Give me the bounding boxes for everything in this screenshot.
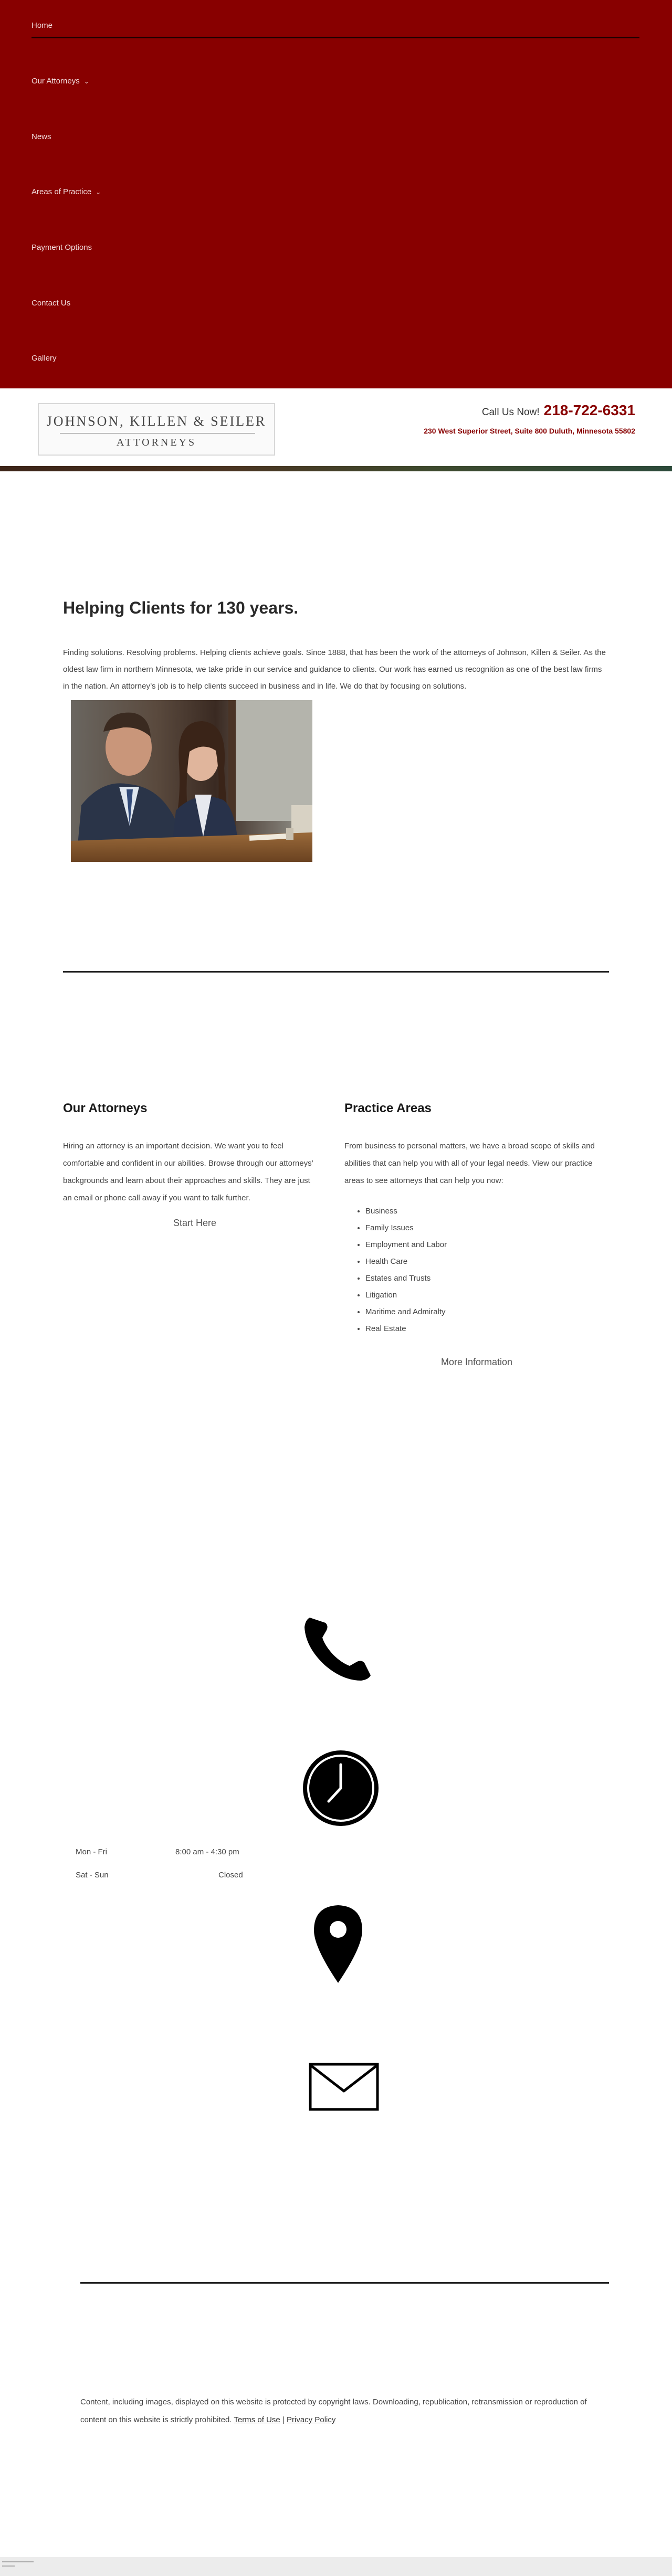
nav-item-label: Our Attorneys: [32, 77, 80, 86]
hours-time: 8:00 am - 4:30 pm: [175, 1847, 239, 1856]
nav-item-our-attorneys[interactable]: [32, 77, 89, 86]
practice-area-label: Employment and Labor: [365, 1240, 447, 1249]
nav-item-areas-of-practice[interactable]: [32, 187, 101, 196]
nav-item-gallery[interactable]: [32, 354, 57, 363]
bottom-bar-mark: [2, 2561, 34, 2562]
practice-area-label: Business: [365, 1207, 397, 1216]
logo-firm-name: JOHNSON, KILLEN & SEILER: [46, 414, 267, 429]
attorneys-title: Our Attorneys: [63, 1101, 148, 1115]
clock-icon: [301, 1749, 380, 1830]
site-header: [0, 388, 672, 469]
call-label: Call Us Now!: [481, 407, 540, 418]
list-item: [365, 1287, 447, 1304]
nav-item-label: Payment Options: [32, 243, 92, 252]
practice-areas-list: [365, 1203, 447, 1337]
list-item: [365, 1220, 447, 1237]
header-phone-link[interactable]: 218-722-6331: [543, 402, 635, 418]
chevron-down-icon: ⌄: [96, 188, 101, 196]
nav-item-label: News: [32, 132, 51, 141]
nav-item-contact-us[interactable]: [32, 299, 70, 308]
more-information-link[interactable]: More Information: [441, 1357, 513, 1367]
nav-item-label: Gallery: [32, 354, 57, 363]
nav-item-home[interactable]: [32, 21, 52, 30]
nav-active-underline: [32, 37, 639, 38]
nav-item-label: Home: [32, 21, 53, 30]
practice-area-label: Estates and Trusts: [365, 1274, 431, 1283]
attorneys-photo: [71, 700, 312, 862]
attorneys-photo-image: [71, 700, 312, 862]
hours-day: Mon - Fri: [76, 1847, 107, 1856]
call-us: [482, 402, 635, 419]
privacy-policy-link[interactable]: Privacy Policy: [287, 2415, 336, 2424]
attorneys-text: Hiring an attorney is an important decision. We want you to feel comfortable and confident in our abilities. Browse through our attorneys’ backgrounds and learn about their approaches and skills. They are just an email or phone call away if you want to talk further.: [63, 1142, 313, 1202]
chevron-down-icon: ⌄: [83, 77, 89, 85]
site-logo[interactable]: [38, 403, 275, 456]
hours-day: Sat - Sun: [76, 1871, 109, 1880]
nav-item-label: Areas of Practice: [32, 187, 92, 196]
practice-area-label: Health Care: [365, 1257, 408, 1266]
list-item: [365, 1253, 447, 1270]
intro-title: Helping Clients for 130 years.: [63, 598, 299, 617]
list-item: [365, 1237, 447, 1253]
header-address: 230 West Superior Street, Suite 800 Duluth, Minnesota 55802: [424, 427, 635, 435]
map-pin-icon[interactable]: [313, 1904, 363, 1987]
footer-divider: [80, 2282, 609, 2284]
main-navigation: [0, 0, 672, 388]
footer-separator: |: [282, 2415, 285, 2424]
start-here-link[interactable]: Start Here: [173, 1218, 217, 1228]
practice-area-label: Family Issues: [365, 1223, 414, 1232]
bottom-bar-mark: [2, 2566, 15, 2567]
logo-subtitle: ATTORNEYS: [116, 437, 197, 448]
list-item: [365, 1304, 447, 1321]
envelope-icon[interactable]: [309, 2063, 379, 2114]
practice-areas-text: From business to personal matters, we have a broad scope of skills and abilities that can help you with all of your legal needs. View our practice areas to see attorneys that can help you now:: [344, 1142, 595, 1185]
list-item: [365, 1321, 447, 1337]
practice-area-label: Real Estate: [365, 1324, 406, 1333]
copyright-text: Content, including images, displayed on this website is protected by copyright laws. Downloading, republication, retransmission or reproduction of content on this website is strictly prohibited.: [80, 2398, 587, 2424]
practice-areas-title: Practice Areas: [344, 1101, 432, 1115]
nav-item-news[interactable]: [32, 132, 51, 141]
list-item: [365, 1203, 447, 1220]
decorative-band: [0, 466, 672, 471]
practice-area-label: Maritime and Admiralty: [365, 1307, 446, 1316]
nav-item-label: Contact Us: [32, 299, 71, 308]
bottom-bar: [0, 2557, 672, 2576]
phone-icon[interactable]: [294, 1610, 378, 1686]
hours-time: Closed: [218, 1871, 243, 1880]
practice-area-label: Litigation: [365, 1291, 397, 1300]
intro-text: Finding solutions. Resolving problems. Helping clients achieve goals. Since 1888, that has been the work of the attorneys of Johnson, Killen & Seiler. As the oldest law firm in northern Minnesota, we take pride in our service and guidance to clients. Our work has earned us recognition as one of the best law firms in the nation. An attorney’s job is to help clients succeed in business and in life. We do that by focusing on solutions.: [63, 648, 606, 691]
nav-item-payment-options[interactable]: [32, 243, 92, 252]
list-item: [365, 1270, 447, 1287]
section-divider: [63, 971, 609, 973]
terms-of-use-link[interactable]: Terms of Use: [234, 2415, 280, 2424]
logo-divider: [60, 433, 255, 434]
copyright-notice: [80, 2393, 605, 2429]
